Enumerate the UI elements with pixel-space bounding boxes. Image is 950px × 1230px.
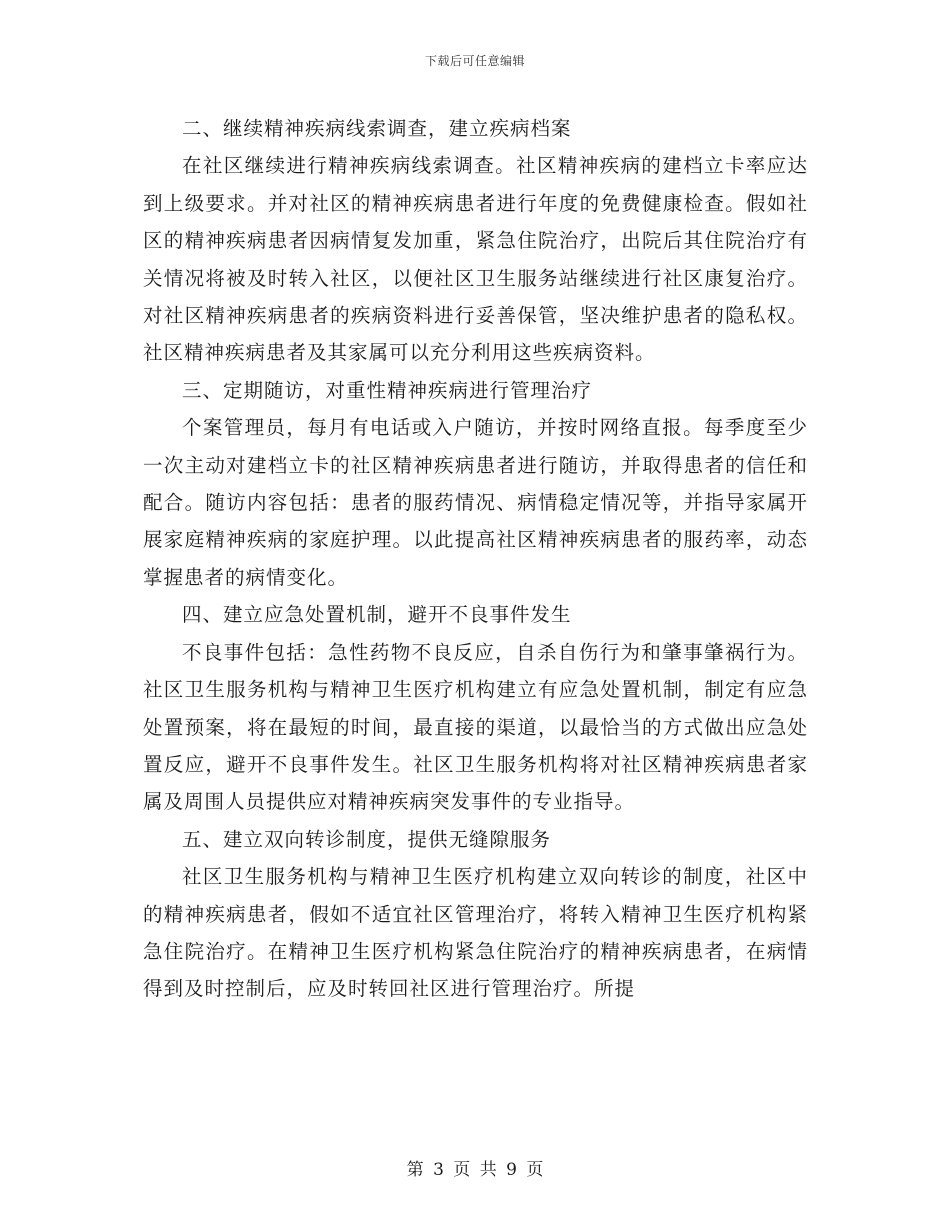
section-heading-3: 三、定期随访，对重性精神疾病进行管理治疗 (182, 378, 593, 402)
section-body-3: 个案管理员，每月有电话或入户随访，并按时网络直报。每季度至少一次主动对建档立卡的社区精神疾病患者进行随访，并取得患者的信任和配合。随访内容包括：患者的服药情况、病情稳定情况等，并指导家属开展家庭精神疾病的家庭护理。以此提高社区精神疾病患者的服药率，动态掌握患者的病情变化。 (143, 416, 808, 589)
section-heading-5: 五、建立双向转诊制度，提供无缝隙服务 (182, 827, 552, 851)
section-heading-2: 二、继续精神疾病线索调查，建立疾病档案 (182, 117, 572, 140)
section-body-4: 不良事件包括：急性药物不良反应，自杀自伤行为和肇事肇祸行为。社区卫生服务机构与精神卫生医疗机构建立有应急处置机制，制定有应急处置预案，将在最短的时间，最直接的渠道，以最恰当的方式做出应急处置反应，避开不良事件发生。社区卫生服务机构将对社区精神疾病患者家属及周围人员提供应对精神疾病突发事件的专业指导。 (143, 640, 808, 814)
document-body (143, 110, 808, 1008)
page-header-note: 下载后可任意编辑 (424, 54, 525, 68)
section-body-2: 在社区继续进行精神疾病线索调查。社区精神疾病的建档立卡率应达到上级要求。并对社区的精神疾病患者进行年度的免费健康检查。假如社区的精神疾病患者因病情复发加重，紧急住院治疗，出院后其住院治疗有关情况将被及时转入社区，以便社区卫生服务站继续进行社区康复治疗。对社区精神疾病患者的疾病资料进行妥善保管，坚决维护患者的隐私权。社区精神疾病患者及其家属可以充分利用这些疾病资料。 (143, 154, 808, 365)
section-body-5: 社区卫生服务机构与精神卫生医疗机构建立双向转诊的制度，社区中的精神疾病患者，假如不适宜社区管理治疗，将转入精神卫生医疗机构紧急住院治疗。在精神卫生医疗机构紧急住院治疗的精神疾病患者，在病情得到及时控制后，应及时转回社区进行管理治疗。所提 (143, 865, 808, 1001)
section-heading-4: 四、建立应急处置机制，避开不良事件发生 (182, 603, 572, 627)
page-number: 第 3 页 共 9 页 (406, 1160, 544, 1180)
